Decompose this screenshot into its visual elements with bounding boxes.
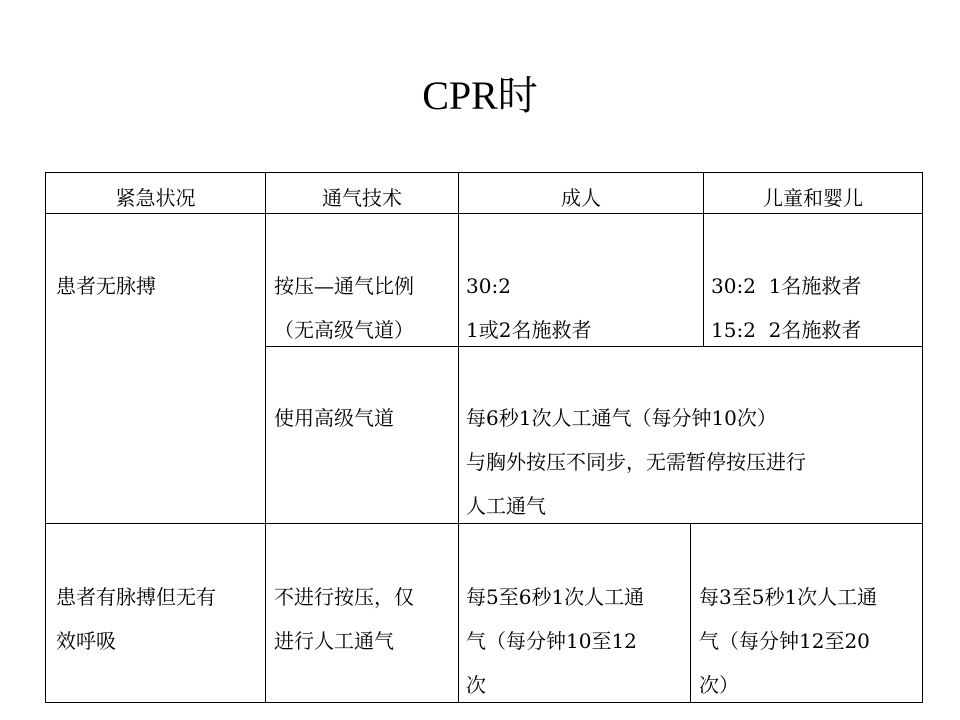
- col-divider-2: [458, 172, 459, 703]
- cell-adult-ratio: 30:2 1或2名施救者: [466, 274, 592, 342]
- col-divider-1: [265, 172, 266, 703]
- col-divider-3-bottom: [690, 523, 691, 703]
- cell-technique-advanced-airway: 使用高级气道: [274, 406, 394, 430]
- header-technique: 通气技术: [322, 186, 402, 210]
- cell-advanced-airway-ventilation: 每6秒1次人工通气（每分钟10次） 与胸外按压不同步，无需暂停按压进行 人工通气: [466, 406, 806, 518]
- header-adult: 成人: [561, 186, 601, 210]
- table-left-border: [45, 172, 46, 703]
- header-child: 儿童和婴儿: [763, 186, 863, 210]
- cell-technique-ventilation-only: 不进行按压，仅 进行人工通气: [274, 585, 414, 653]
- table-top-border: [45, 172, 923, 173]
- cell-adult-ventilation-rate: 每5至6秒1次人工通 气（每分钟10至12 次: [466, 585, 645, 697]
- table-right-border: [922, 172, 923, 703]
- header-condition: 紧急状况: [115, 186, 196, 210]
- cell-condition-no-pulse: 患者无脉搏: [56, 274, 156, 298]
- slide-title: CPR时: [422, 73, 538, 118]
- cell-child-ventilation-rate: 每3至5秒1次人工通 气（每分钟12至20 次）: [699, 585, 878, 697]
- cell-condition-pulse-no-breathing: 患者有脉搏但无有 效呼吸: [56, 585, 216, 653]
- cell-child-ratio: 30:2 1名施救者 15:2 2名施救者: [711, 274, 862, 342]
- cell-technique-ratio: 按压—通气比例 （无高级气道）: [274, 274, 414, 342]
